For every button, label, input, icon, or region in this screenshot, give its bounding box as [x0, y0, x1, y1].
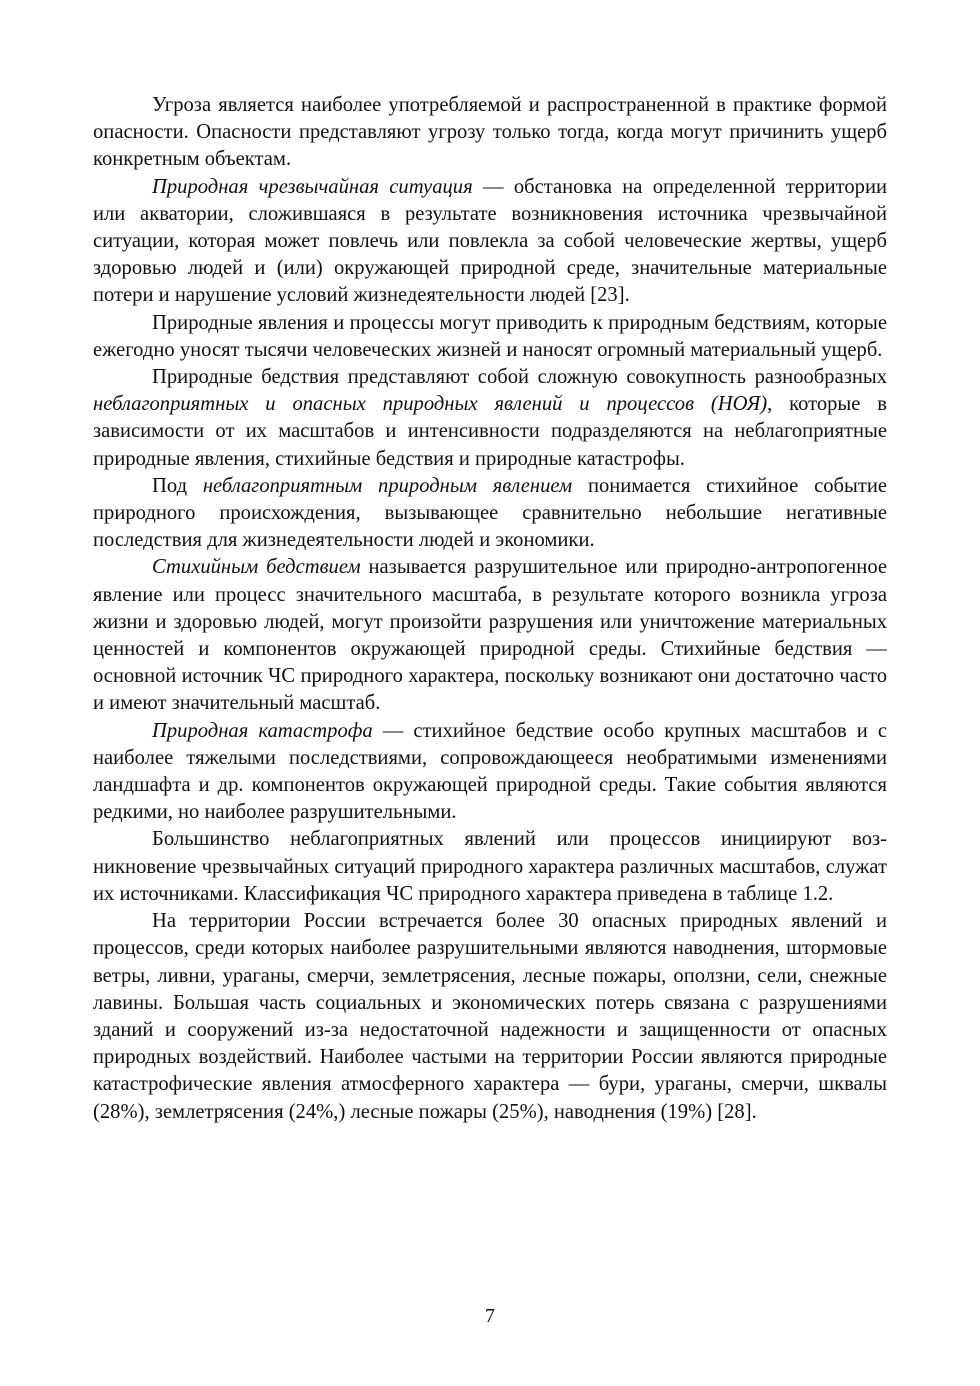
paragraph-text: На территории России встречается более 30 опасных природных явлений и процессов, среди которых наиболее разрушительными являются наводнения, штормовые ветры, ливни, ураганы, смерчи, землетрясения, лесные пожары, оползни, сели, снежные лавины. Большая часть социальных и экономических потерь связана с разрушениями зданий и сооружений из-за недостаточной надежности и защищенности от опасных природных воздействий. Наиболее частыми на территории России являются природные катастрофические явления атмосферного характера — бури, ураганы, смерчи, шквалы (28%), землетрясения (24%,) лесные пожары (25%), наводнения (19%) [28].	[93, 910, 887, 1123]
paragraph-text: Природные бедствия представляют собой сложную совокупность разнообразных	[152, 366, 887, 389]
paragraph-8	[93, 826, 887, 908]
paragraph-1	[93, 92, 887, 174]
term-italic: неблагоприятным природным явлением	[202, 474, 573, 497]
term-italic: неблагоприятных и опасных природных явлений и процессов (НОЯ)	[93, 393, 768, 416]
paragraph-text: понимается стихийное событие природного происхождения, вызывающее сравнительно небольшие негативные последствия для жизнедеятельности людей и экономики.	[93, 474, 888, 552]
paragraph-text: называется разрушительное или природно-антропогенное явление или процесс значительного масштаба, в результате которого возникла угроза жизни и здоровью людей, могут произойти разрушения или уничтожение материальных ценностей и компонентов окружающей природной среды. Стихийные бедствия — основной источник ЧС природного характера, поскольку возникают они достаточно часто и имеют значительный масштаб.	[93, 556, 888, 715]
paragraph-3	[93, 310, 887, 364]
paragraph-6	[93, 554, 887, 717]
paragraph-4	[93, 364, 887, 473]
paragraph-text: — обстановка на определенной территории или акватории, сложившаяся в результате возникновения источника чрезвычайной ситуации, которая может повлечь или повлекла за собой человеческие жертвы, ущерб здоровью людей и (или) окружающей природной среде, значительные материальные потери и нарушение условий жизнедеятельности людей [23].	[93, 175, 887, 307]
paragraph-text: , которые в зависимости от их масштабов и интенсивности подразделяются на неблагоприятные природные явления, стихийные бедствия и природные катастрофы.	[93, 393, 887, 470]
term-italic: Природная катастрофа	[152, 719, 373, 742]
page-number: 7	[485, 1305, 495, 1327]
paragraph-2	[93, 174, 887, 310]
paragraph-7	[93, 718, 887, 827]
term-italic: Стихийным бедствием	[152, 556, 361, 579]
paragraph-9	[93, 908, 887, 1126]
paragraph-5	[93, 473, 887, 555]
paragraph-text: — стихийное бедствие особо крупных масштабов и с наиболее тяжелыми последствиями, сопровождающееся необратимыми изменениями ландшафта и др. компонентов окружающей природной среды. Такие события являются редкими, но наиболее разрушительными.	[93, 719, 887, 824]
paragraph-text: Под	[152, 474, 203, 497]
paragraph-text: Природные явления и процессы могут приводить к природным бедствиям, которые ежегодно уносят тысячи человеческих жизней и наносят огромный материальный ущерб.	[93, 311, 887, 361]
document-body	[93, 92, 887, 1126]
paragraph-text: Угроза является наиболее употребляемой и распространенной в практике формой опасности. Опасности представляют угрозу только тогда, когда могут причинить ущерб конкретным объектам.	[93, 94, 887, 171]
term-italic: Природная чрезвычайная ситуация	[152, 175, 473, 198]
paragraph-text: Большинство неблагоприятных явлений или процессов инициируют возникновение чрезвычайных ситуаций природного характера различных масштабов, служат их источниками. Классификация ЧС природного характера приведена в таблице 1.2.	[93, 828, 887, 905]
